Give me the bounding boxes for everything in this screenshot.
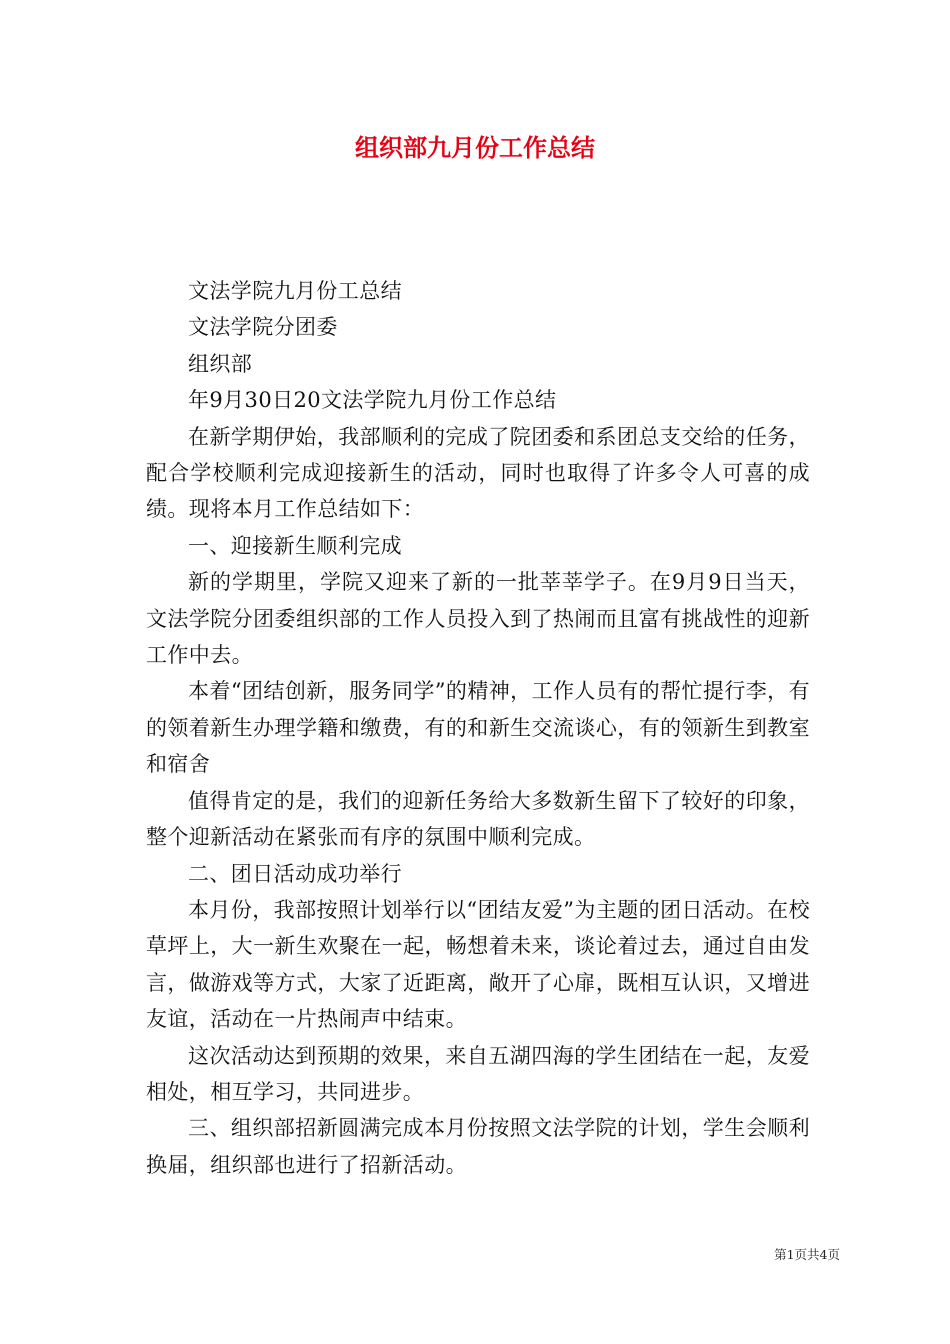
- paragraph: 本月份，我部按照计划举行以“团结友爱”为主题的团日活动。在校草坪上，大一新生欢聚在一起，畅想着未来，谈论着过去，通过自由发言，做游戏等方式，大家了近距离，敞开了心扉，既相互认识，又增进友谊，活动在一片热闹声中结束。: [146, 897, 810, 1032]
- section-heading: 二、团日活动成功举行: [188, 861, 402, 886]
- document-body: [146, 273, 810, 1183]
- section-heading: 一、迎接新生顺利完成: [188, 533, 402, 558]
- paragraph: 值得肯定的是，我们的迎新任务给大多数新生留下了较好的印象，整个迎新活动在紧张而有序的氛围中顺利完成。: [146, 788, 810, 850]
- paragraph: 本着“团结创新，服务同学”的精神，工作人员有的帮忙提行李，有的领着新生办理学籍和缴费，有的和新生交流谈心，有的领新生到教室和宿舍: [146, 679, 810, 777]
- paragraph: 在新学期伊始，我部顺利的完成了院团委和系团总支交给的任务，配合学校顺利完成迎接新生的活动，同时也取得了许多令人可喜的成绩。现将本月工作总结如下：: [146, 424, 810, 522]
- document-title: 组织部九月份工作总结: [355, 133, 595, 162]
- paragraph: 组织部: [188, 351, 253, 376]
- paragraph: 文法学院九月份工总结: [188, 279, 402, 303]
- paragraph: 年9月30日20文法学院九月份工作总结: [188, 388, 557, 413]
- paragraph: 新的学期里，学院又迎来了新的一批莘莘学子。在9月9日当天，文法学院分团委组织部的工作人员投入到了热闹而且富有挑战性的迎新工作中去。: [146, 570, 810, 668]
- paragraph: 文法学院分团委: [188, 315, 338, 340]
- paragraph: 三、组织部招新圆满完成本月份按照文法学院的计划，学生会顺利换届，组织部也进行了招新活动。: [146, 1116, 810, 1177]
- paragraph: 这次活动达到预期的效果，来自五湖四海的学生团结在一起，友爱相处，相互学习，共同进步。: [146, 1043, 810, 1104]
- page-number: 第1页共4页: [774, 1247, 840, 1262]
